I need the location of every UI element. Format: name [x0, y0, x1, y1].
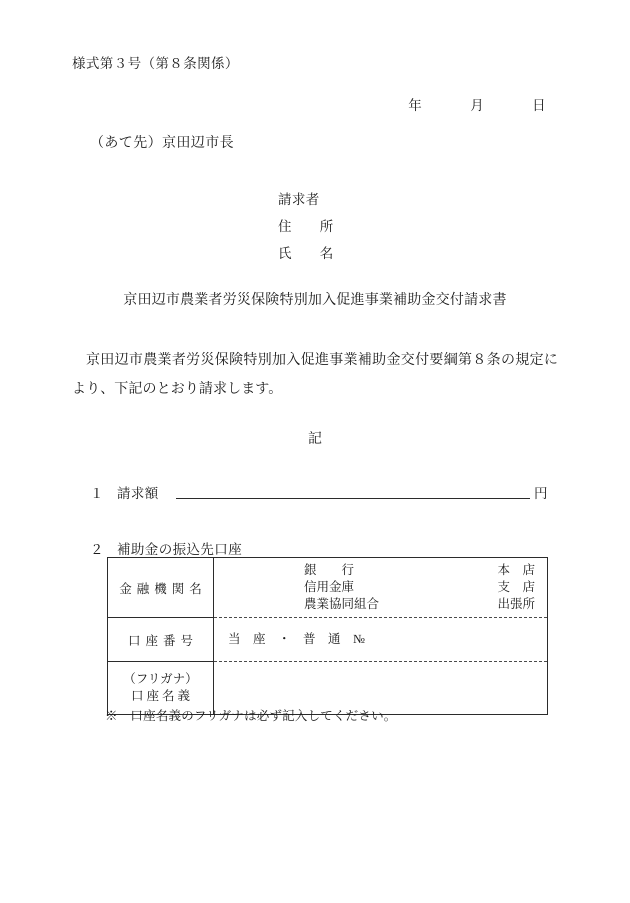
item1-unit-label: 円: [534, 486, 548, 501]
account-type-options[interactable]: 当 座 ・ 普 通 №: [228, 632, 365, 646]
document-title: 京田辺市農業者労災保険特別加入促進事業補助金交付請求書: [123, 293, 507, 308]
branch-type-option-suboffice[interactable]: 出張所: [497, 597, 535, 611]
account-number-label: [108, 618, 214, 662]
account-holder-furigana-label: （フリガナ）: [123, 672, 198, 686]
branch-type-option-branch[interactable]: 支 店: [497, 580, 535, 594]
branch-type-options: [497, 562, 539, 613]
date-day-label: 日: [532, 98, 546, 113]
financial-institution-label-text: 金融機関名: [119, 581, 207, 596]
account-number-label-text: 口座番号: [127, 633, 198, 648]
item2-label: 補助金の振込先口座: [117, 542, 243, 557]
ki-marker: 記: [308, 432, 322, 447]
claimant-address-label: 住 所: [278, 219, 334, 234]
item2-number: ２: [90, 542, 104, 557]
claimant-name-label: 氏 名: [278, 246, 334, 261]
financial-institution-label: [108, 558, 214, 618]
item1-label: 請求額: [117, 486, 159, 501]
addressee-line: （あて先）京田辺市長: [90, 136, 234, 151]
date-year-label: 年: [408, 98, 423, 113]
bank-type-option-ja[interactable]: 農業協同組合: [304, 597, 380, 611]
bank-type-option-bank[interactable]: 銀 行: [304, 563, 355, 577]
footnote: ※ 口座名義のフリガナは必ず記入してください。: [105, 709, 397, 723]
financial-institution-input[interactable]: [214, 558, 548, 618]
body-paragraph: 京田辺市農業者労災保険特別加入促進事業補助金交付要綱第８条の規定により、下記のとおり請求します。: [72, 353, 558, 397]
account-holder-name-label: 口座名義: [130, 689, 193, 703]
bank-account-table: [107, 557, 548, 715]
date-month-label: 月: [470, 98, 485, 113]
bank-type-options: [222, 562, 379, 613]
form-number: 様式第３号（第８条関係）: [72, 56, 239, 71]
table-row-account-number: [108, 618, 548, 662]
branch-type-option-head[interactable]: 本 店: [497, 563, 535, 577]
claimant-block: [278, 186, 334, 267]
bank-type-row: [222, 562, 539, 613]
table-row-financial-institution: [108, 558, 548, 618]
bank-type-option-shinkin[interactable]: 信用金庫: [304, 580, 355, 594]
claim-amount-input[interactable]: [176, 498, 530, 499]
claimant-role-label: 請求者: [278, 192, 320, 207]
date-line: [72, 78, 558, 130]
account-number-input[interactable]: [214, 618, 548, 662]
item1-number: １: [90, 486, 104, 501]
